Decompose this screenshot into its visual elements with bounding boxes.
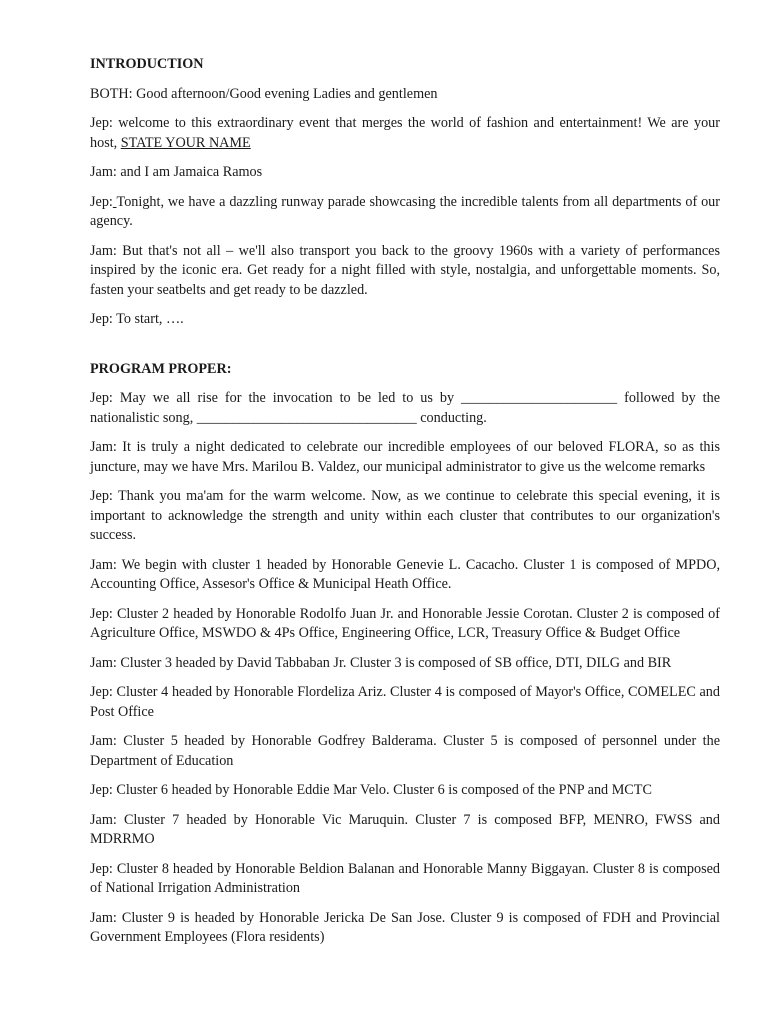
program-paragraph-cluster-3: Jam: Cluster 3 headed by David Tabbaban Jr. Cluster 3 is composed of SB office, DTI, DILG and BIR xyxy=(90,654,672,671)
program-paragraph-cluster-6: Jep: Cluster 6 headed by Honorable Eddie Mar Velo. Cluster 6 is composed of the PNP and MCTC xyxy=(90,782,652,798)
intro-welcome-text: Jep: welcome to this extraordinary event that merges the world of fashion and entertainment! We are your host, xyxy=(90,115,720,151)
intro-paragraph-jep-start: Jep: To start, …. xyxy=(90,311,184,327)
intro-paragraph-jam-name: Jam: and I am Jamaica Ramos xyxy=(90,164,263,180)
program-paragraph-cluster-1: Jam: We begin with cluster 1 headed by Honorable Genevie L. Cacacho. Cluster 1 is composed of MPDO, Accounting Office, Assesor's Office & Municipal Heath Office. xyxy=(90,556,720,592)
program-paragraph-cluster-7: Jam: Cluster 7 headed by Honorable Vic Maruquin. Cluster 7 is composed BFP, MENRO, FWSS and MDRRMO xyxy=(90,811,720,847)
program-paragraph-cluster-9: Jam: Cluster 9 is headed by Honorable Jericka De San Jose. Cluster 9 is composed of FDH and Provincial Government Employees (Flora residents) xyxy=(90,909,720,945)
program-paragraph-cluster-2: Jep: Cluster 2 headed by Honorable Rodolfo Juan Jr. and Honorable Jessie Corotan. Cluster 2 is composed of Agriculture Office, MSWDO & 4Ps Office, Engineering Office, LCR, Treasury Office & Budget Office xyxy=(90,605,720,641)
intro-paragraph-jep-tonight xyxy=(90,193,720,232)
intro-tonight-text: Tonight, we have a dazzling runway parade showcasing the incredible talents from all departments of our agency. xyxy=(90,193,720,229)
intro-paragraph-jep-welcome xyxy=(90,114,720,153)
intro-paragraph-jam-1960s: Jam: But that's not all – we'll also transport you back to the groovy 1960s with a variety of performances inspired by the iconic era. Get ready for a night filled with style, nostalgia, and unforgettable moments. So, fasten your seatbelts and get ready to be dazzled. xyxy=(90,242,720,298)
program-paragraph-cluster-5: Jam: Cluster 5 headed by Honorable Godfrey Balderama. Cluster 5 is composed of personnel under the Department of Education xyxy=(90,733,720,769)
program-paragraph-thank-you: Jep: Thank you ma'am for the warm welcome. Now, as we continue to celebrate this special evening, it is important to acknowledge the strength and unity within each cluster that contributes to our organization's success. xyxy=(90,488,720,543)
program-paragraph-welcome-remarks: Jam: It is truly a night dedicated to celebrate our incredible employees of our beloved FLORA, so as this juncture, may we have Mrs. Marilou B. Valdez, our municipal administrator to give us the welcome remarks xyxy=(90,439,720,475)
intro-tonight-prefix: Jep: xyxy=(90,193,113,210)
program-paragraph-cluster-4: Jep: Cluster 4 headed by Honorable Flordeliza Ariz. Cluster 4 is composed of Mayor's Office, COMELEC and Post Office xyxy=(90,684,720,720)
program-paragraph-cluster-8: Jep: Cluster 8 headed by Honorable Beldion Balanan and Honorable Manny Biggayan. Cluster 8 is composed of National Irrigation Administration xyxy=(90,860,720,896)
program-proper-heading: PROGRAM PROPER: xyxy=(90,360,232,377)
program-paragraph-invocation: Jep: May we all rise for the invocation to be led to us by ______________________ followed by the nationalistic song, _______________________________ conducting. xyxy=(90,390,720,426)
state-your-name-placeholder: STATE YOUR NAME xyxy=(120,134,251,151)
document-page xyxy=(90,55,720,958)
introduction-heading: INTRODUCTION xyxy=(90,56,204,72)
intro-paragraph-both-greeting: BOTH: Good afternoon/Good evening Ladies and gentlemen xyxy=(90,85,438,102)
